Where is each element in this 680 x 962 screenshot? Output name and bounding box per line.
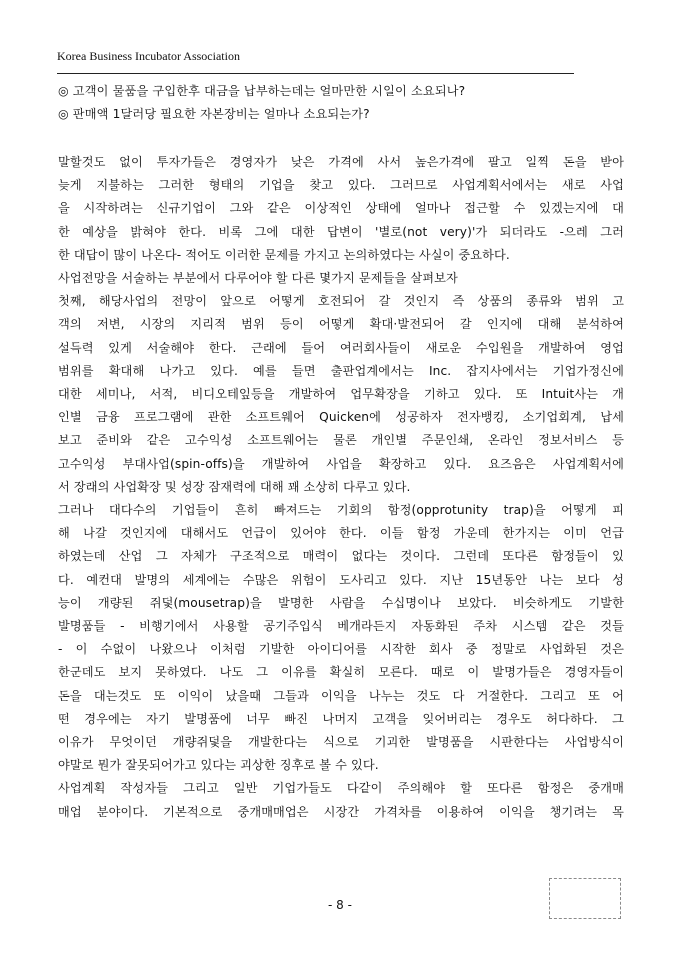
text-line: 범위를 확대해 나가고 있다. 예를 들면 출판업계에서는 Inc. 잡지사에서는 기업가정신에 [58, 363, 624, 378]
text-line: 객의 저변, 시장의 지리적 범위 등이 어떻게 확대·발전되어 갈 인지에 대해 분석하여 [58, 317, 624, 332]
text-line: 보고 준비와 같은 고수익성 소프트웨어는 물론 개인별 주문인쇄, 온라인 정보서비스 등 [58, 433, 624, 448]
question-list [58, 80, 618, 125]
header-rule [57, 73, 574, 74]
text-line: 사업계획 작성자들 그리고 일반 기업가들도 다같이 주의해야 할 또다른 함정은 중개매 [58, 781, 624, 796]
text-line: 한 대답이 많이 나온다- 적어도 이러한 문제를 가지고 논의하였다는 사실이 중요하다. [58, 247, 510, 262]
text-line: 떤 경우에는 자기 발명품에 너무 빠진 나머지 고객을 잊어버리는 경우도 허다하다. 그 [58, 711, 624, 726]
text-line: 늦게 지불하는 그러한 형태의 기업을 찾고 있다. 그러므로 사업계획서에서는 새로 사업 [58, 178, 624, 193]
question-item: ◎ 판매액 1달러당 필요한 자본장비는 얼마나 소요되는가? [58, 106, 370, 121]
text-line: 매업 분야이다. 기본적으로 중개매매업은 시장간 가격차를 이용하여 이익을 챙기려는 목 [58, 804, 624, 819]
text-line: 한군데도 보지 못하였다. 나도 그 이유를 확실히 모른다. 때로 이 발명가들은 경영자들이 [58, 665, 624, 680]
text-line: 말할것도 없이 투자가들은 경영자가 낮은 가격에 사서 높은가격에 팔고 일찍 돈을 받아 [58, 155, 624, 169]
text-line: 고수익성 부대사업(spin-offs)을 개발하여 사업을 확장하고 있다. 요즈음은 사업계획서에 [58, 456, 624, 471]
text-line: 대한 세미나, 서적, 비디오테잎등을 개발하여 업무확장을 기하고 있다. 또 Intuit사는 개 [58, 387, 624, 402]
text-line: 발명품들 - 비행기에서 사용할 공기주입식 베개라든지 자동화된 주차 시스템 같은 것들 [58, 619, 624, 634]
text-line: 하였는데 산업 그 자체가 구조적으로 매력이 없다는 것이다. 그런데 또다른 함정들이 있 [58, 549, 624, 564]
page-number: - 8 - [328, 898, 352, 912]
stamp-box [549, 878, 621, 919]
question-item: ◎ 고객이 물품을 구입한후 대금을 납부하는데는 얼마만한 시일이 소요되나? [58, 84, 466, 98]
text-line: 서 장래의 사업확장 및 성장 잠재력에 대해 꽤 소상히 다루고 있다. [58, 479, 411, 494]
text-line: 능이 개량된 쥐덫(mousetrap)을 발명한 사람을 수십명이나 보았다. 비슷하게도 기발한 [58, 595, 624, 610]
text-line: 돈을 대는것도 또 이익이 났을때 그들과 이익을 나누는 것도 다 거절한다. 그리고 또 어 [58, 688, 624, 703]
text-line: 을 시작하려는 신규기업이 그와 같은 이상적인 상태에 얼마나 접근할 수 있겠는지에 대 [58, 201, 624, 216]
text-line: 야말로 뭔가 잘못되어가고 있다는 괴상한 징후로 볼 수 있다. [58, 758, 379, 773]
document-header: Korea Business Incubator Association [57, 49, 240, 63]
text-line: 해 나갈 것인지에 대해서도 언급이 있어야 한다. 이들 함정 가운데 한가지는 이미 언급 [58, 526, 624, 541]
text-line: 한 예상을 밝혀야 한다. 비록 그에 대한 답변이 '별로(not very)'가 되더라도 -으레 그러 [58, 224, 624, 239]
body-text [58, 151, 624, 824]
text-line: 설득력 있게 서술해야 한다. 근래에 들어 여러회사들이 새로운 수입원을 개발하여 영업 [58, 340, 624, 355]
text-line: 다. 예컨대 발명의 세계에는 수많은 위험이 도사리고 있다. 지난 15년동안 나는 보다 성 [58, 572, 624, 587]
text-line: - 이 수없이 나왔으나 이처럼 기발한 아이디어를 시작한 회사 중 정말로 사업화된 것은 [58, 642, 624, 657]
text-line: 그러나 대다수의 기업들이 흔히 빠져드는 기회의 함정(opprotunity trap)을 어떻게 피 [58, 503, 624, 518]
text-line: 이유가 무엇이던 개량쥐덫을 개발한다는 식으로 기괴한 발명품을 시판한다는 사업방식이 [58, 735, 624, 750]
text-line: 사업전망을 서술하는 부분에서 다루어야 할 다른 몇가지 문제들을 살펴보자 [58, 271, 458, 286]
text-line: 첫째, 해당사업의 전망이 앞으로 어떻게 호전되어 갈 것인지 즉 상품의 종류와 범위 고 [58, 294, 624, 309]
text-line: 인별 금융 프로그램에 관한 소프트웨어 Quicken에 성공하자 전자뱅킹, 소기업회계, 납세 [58, 410, 624, 425]
